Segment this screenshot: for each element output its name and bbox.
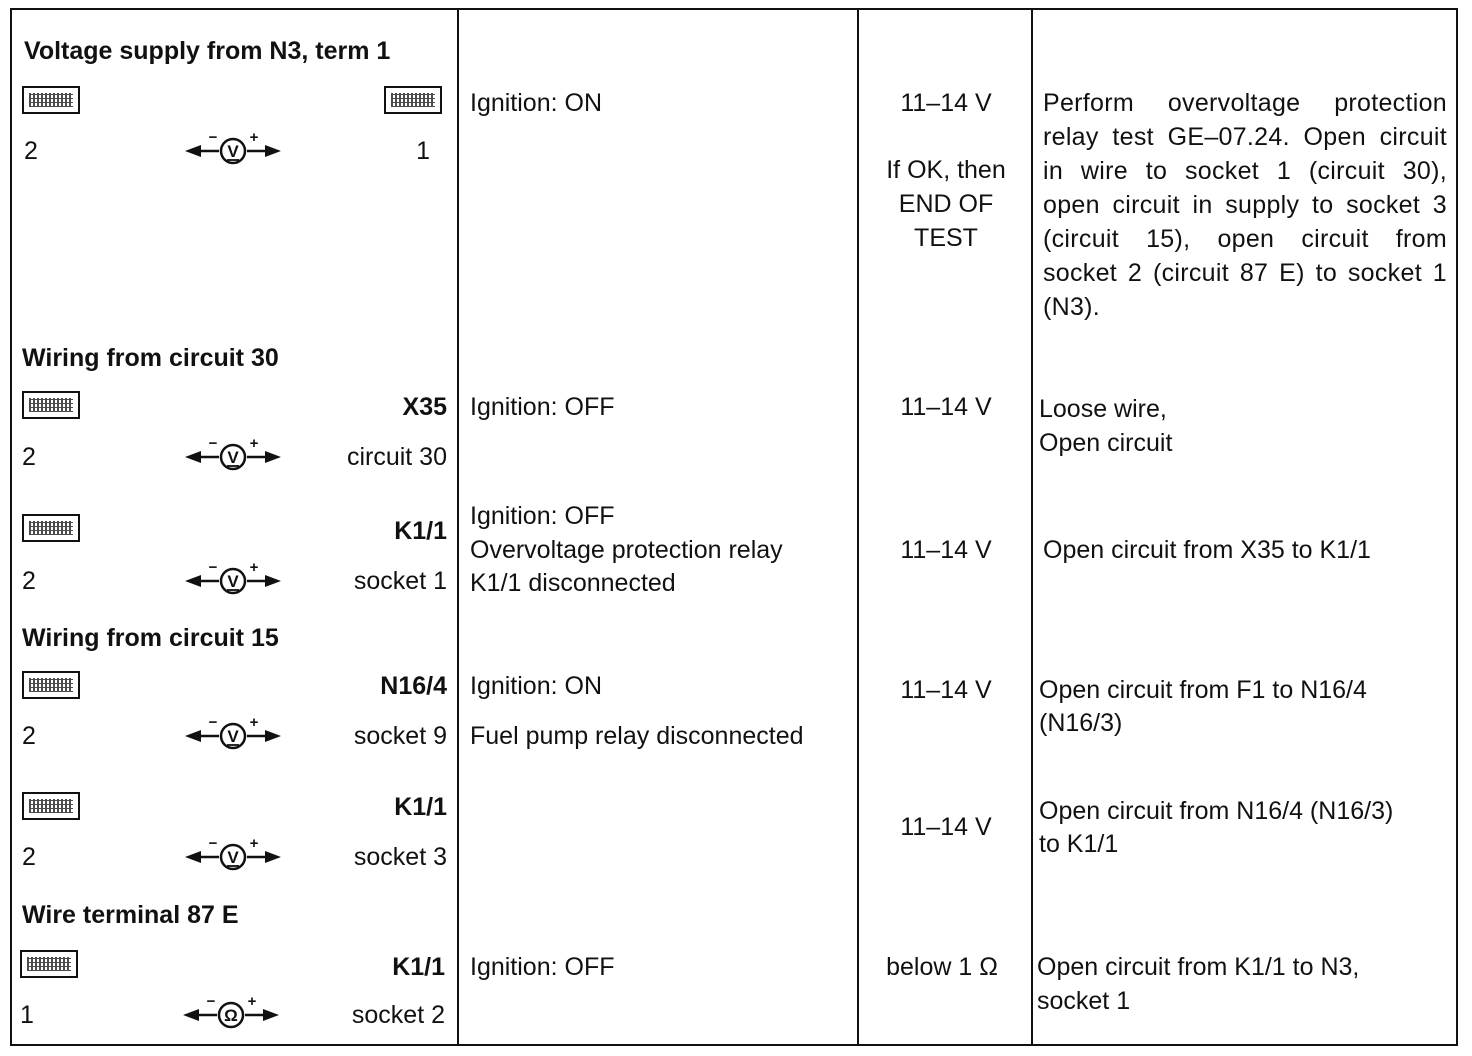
test-box-connector-icon [384,86,442,114]
probe-left-socket: 2 [22,443,36,471]
test-condition: Ignition: OFF [470,393,615,421]
probe-right-component: K1/1 [394,517,447,545]
probe-left-socket: 2 [22,567,36,595]
plus-sign: + [247,995,257,1010]
nominal-note: TEST [914,224,978,252]
remedy-text: Open circuit from K1/1 to N3, [1037,953,1360,981]
meter-symbol: V [227,572,239,591]
column-divider [1031,8,1033,1046]
probe-right-socket: socket 3 [353,843,447,871]
voltmeter-icon [183,837,283,871]
test-condition: Ignition: OFF [470,502,615,530]
section-heading: Wiring from circuit 15 [22,624,279,652]
test-condition: Ignition: OFF [470,953,615,981]
test-box-connector-icon [22,86,80,114]
remedy-text: Open circuit from N16/4 (N16/3) [1039,797,1394,825]
nominal-value: below 1 Ω [886,953,998,981]
meter-symbol: Ω [224,1006,238,1025]
probe-left-socket: 2 [24,137,38,165]
meter-symbol: V [227,448,239,467]
plus-sign: + [249,131,259,146]
section-heading: Voltage supply from N3, term 1 [24,37,391,65]
test-box-connector-icon [22,671,80,699]
probe-right-socket: circuit 30 [346,443,447,471]
plus-sign: + [249,837,259,852]
remedy-text: Open circuit from F1 to N16/4 [1039,676,1367,704]
nominal-note: END OF [898,190,994,218]
nominal-value: 11–14 V [900,813,992,841]
voltmeter-icon [183,561,283,595]
probe-right-socket: 1 [416,137,430,165]
meter-symbol: V [227,727,239,746]
ohmmeter-icon [181,995,281,1029]
minus-sign: − [206,995,216,1010]
voltmeter-icon [183,716,283,750]
section-heading: Wiring from circuit 30 [22,344,279,372]
nominal-value: 11–14 V [900,536,992,564]
probe-right-component: K1/1 [392,953,445,981]
nominal-value: 11–14 V [900,89,992,117]
remedy-text: Open circuit from X35 to K1/1 [1043,536,1371,564]
probe-right-socket: socket 2 [351,1001,445,1029]
probe-right-component: K1/1 [394,793,447,821]
remedy-text: Loose wire, [1039,395,1167,423]
test-box-connector-icon [22,792,80,820]
nominal-value: 11–14 V [900,676,992,704]
meter-symbol: V [227,848,239,867]
test-condition: Ignition: ON [470,672,603,700]
test-condition: Fuel pump relay disconnected [470,722,804,750]
test-box-connector-icon [22,514,80,542]
meter-symbol: V [227,142,239,161]
minus-sign: − [208,561,218,576]
probe-right-socket: socket 9 [353,722,447,750]
test-box-connector-icon [20,950,78,978]
probe-right-component: N16/4 [380,672,447,700]
probe-left-socket: 2 [22,843,36,871]
minus-sign: − [208,437,218,452]
minus-sign: − [208,131,218,146]
nominal-value: 11–14 V [900,393,992,421]
remedy-text: (N16/3) [1039,709,1123,737]
remedy-text: Perform overvoltage protection relay test GE–07.24. Open circuit in wire to socket 1 (circuit 30), open circuit in supply to socket 3 (circuit 15), open circuit from socket 2 (circuit 87 E) to socket 1 (N3). [1043,89,1447,321]
test-condition: Ignition: ON [470,89,603,117]
column-divider [457,8,459,1046]
minus-sign: − [208,716,218,731]
voltmeter-icon [183,131,283,165]
test-box-connector-icon [22,391,80,419]
minus-sign: − [208,837,218,852]
test-condition: K1/1 disconnected [470,569,676,597]
remedy-text: to K1/1 [1039,830,1119,858]
plus-sign: + [249,561,259,576]
voltmeter-icon [183,437,283,471]
column-divider [857,8,859,1046]
plus-sign: + [249,716,259,731]
plus-sign: + [249,437,259,452]
remedy-text: Open circuit [1039,429,1173,457]
test-condition: Overvoltage protection relay [470,536,783,564]
probe-left-socket: 2 [22,722,36,750]
probe-right-socket: socket 1 [353,567,447,595]
nominal-note: If OK, then [886,156,1006,184]
probe-left-socket: 1 [20,1001,34,1029]
remedy-text: socket 1 [1037,987,1131,1015]
probe-right-component: X35 [402,393,447,421]
section-heading: Wire terminal 87 E [22,901,239,929]
